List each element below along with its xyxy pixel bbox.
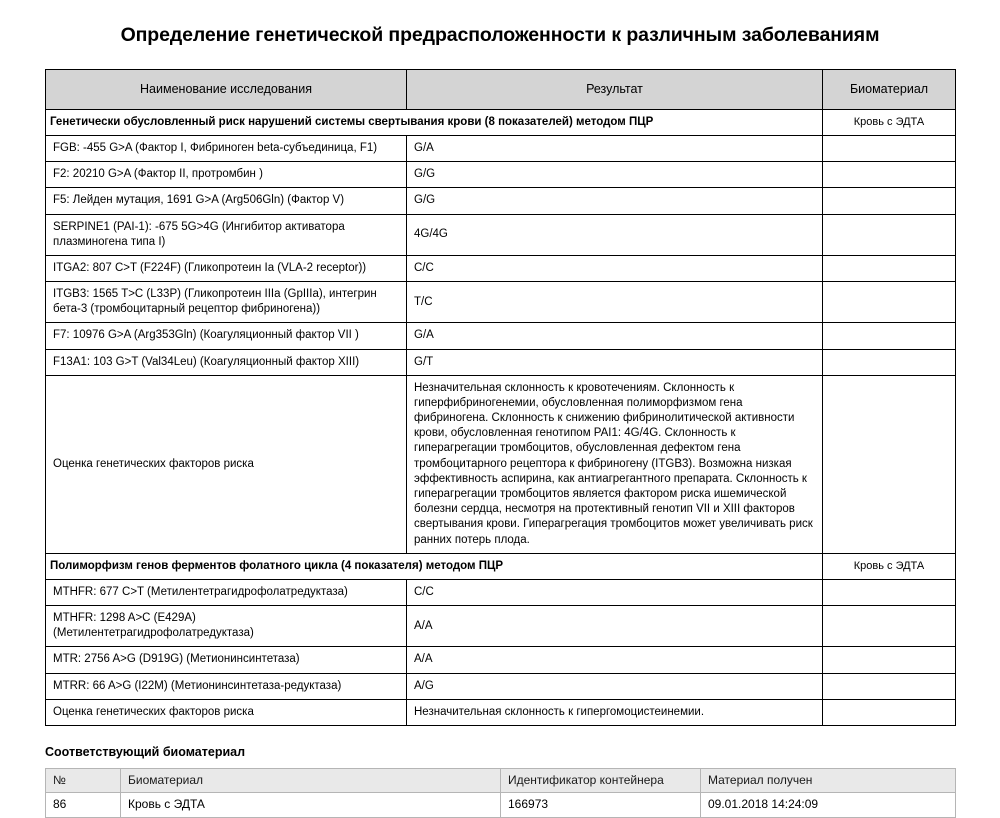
analyte-name: SERPINE1 (PAI-1): -675 5G>4G (Ингибитор активатора плазминогена типа I)	[46, 214, 407, 255]
risk-assessment-text: Незначительная склонность к кровотечениям. Склонность к гиперфибриногенемии, обусловленная полиморфизмом гена фибриногена. Склонность к снижению фибринолитической активности крови, обусловленная генотипом PAI1: 4G/4G. Склонность к гиперагрегации тромбоцитов, обусловленная дефектом гена тромбоцитарного рецептора к фибриногену (ITGB3). Возможна низкая эффективность аспирина, как антиагрегантного препарата. Склонность к гиперагрегации тромбоцитов является фактором риска ишемической болезни сердца, несмотря на протективный генотип VII и XIII факторов свертывания крови. Гиперагрегация тромбоцитов может увеличивать риск ранних потерь плода.	[407, 375, 823, 553]
risk-assessment-row	[46, 699, 956, 725]
biomaterial-cell	[823, 188, 956, 214]
section-header-row	[46, 553, 956, 579]
table-row	[46, 673, 956, 699]
genetic-results-table	[45, 69, 956, 725]
table-row	[46, 579, 956, 605]
analyte-value: 4G/4G	[407, 214, 823, 255]
table-row	[46, 188, 956, 214]
risk-assessment-text: Незначительная склонность к гипергомоцистеинемии.	[407, 699, 823, 725]
page-title: Определение генетической предрасположенности к различным заболеваниям	[120, 24, 880, 46]
analyte-value: G/G	[407, 188, 823, 214]
biomaterial-cell	[823, 349, 956, 375]
table-row	[46, 214, 956, 255]
analyte-value: C/C	[407, 255, 823, 281]
section-biomaterial: Кровь с ЭДТА	[823, 109, 956, 135]
analyte-value: A/A	[407, 606, 823, 647]
analyte-name: MTR: 2756 A>G (D919G) (Метионинсинтетаза)	[46, 647, 407, 673]
table-row	[46, 323, 956, 349]
column-header-result: Результат	[407, 70, 823, 110]
analyte-name: FGB: -455 G>A (Фактор I, Фибриноген beta-субъединица, F1)	[46, 136, 407, 162]
column-header-received: Материал получен	[701, 768, 956, 793]
biomaterial-cell	[823, 647, 956, 673]
biomaterial-material: Кровь с ЭДТА	[121, 793, 501, 818]
biomaterial-table-body	[46, 793, 956, 818]
results-table-header	[46, 70, 956, 110]
section-header-row	[46, 109, 956, 135]
analyte-name: ITGB3: 1565 T>C (L33P) (Гликопротеин IIIa (GpIIIa), интегрин бета-3 (тромбоцитарный рецептор фибриногена))	[46, 282, 407, 323]
section-biomaterial: Кровь с ЭДТА	[823, 553, 956, 579]
section-title: Генетически обусловленный риск нарушений системы свертывания крови (8 показателей) методом ПЦР	[46, 109, 823, 135]
analyte-value: T/C	[407, 282, 823, 323]
analyte-name: F7: 10976 G>A (Arg353Gln) (Коагуляционный фактор VII )	[46, 323, 407, 349]
analyte-name: F5: Лейден мутация, 1691 G>A (Arg506Gln) (Фактор V)	[46, 188, 407, 214]
analyte-name: ITGA2: 807 C>T (F224F) (Гликопротеин Ia (VLA-2 receptor))	[46, 255, 407, 281]
analyte-value: G/A	[407, 136, 823, 162]
column-header-material: Биоматериал	[121, 768, 501, 793]
table-row	[46, 793, 956, 818]
biomaterial-cell	[823, 255, 956, 281]
analyte-value: G/A	[407, 323, 823, 349]
biomaterial-cell	[823, 673, 956, 699]
risk-assessment-label: Оценка генетических факторов риска	[46, 699, 407, 725]
risk-assessment-label: Оценка генетических факторов риска	[46, 375, 407, 553]
analyte-value: A/A	[407, 647, 823, 673]
table-row	[46, 255, 956, 281]
table-row	[46, 136, 956, 162]
biomaterial-received: 09.01.2018 14:24:09	[701, 793, 956, 818]
analyte-value: G/T	[407, 349, 823, 375]
table-row	[46, 162, 956, 188]
analyte-value: C/C	[407, 579, 823, 605]
biomaterial-cell	[823, 136, 956, 162]
analyte-name: MTRR: 66 A>G (I22M) (Метионинсинтетаза-редуктаза)	[46, 673, 407, 699]
column-header-name: Наименование исследования	[46, 70, 407, 110]
section-title: Полиморфизм генов ферментов фолатного цикла (4 показателя) методом ПЦР	[46, 553, 823, 579]
table-row	[46, 349, 956, 375]
table-row	[46, 282, 956, 323]
biomaterial-number: 86	[46, 793, 121, 818]
analyte-name: MTHFR: 1298 A>C (E429A) (Метилентетрагидрофолатредуктаза)	[46, 606, 407, 647]
biomaterial-cell	[823, 579, 956, 605]
risk-assessment-row	[46, 375, 956, 553]
analyte-name: F13A1: 103 G>T (Val34Leu) (Коагуляционный фактор XIII)	[46, 349, 407, 375]
biomaterial-cell	[823, 375, 956, 553]
biomaterial-table	[45, 768, 956, 818]
results-table-body	[46, 109, 956, 725]
biomaterial-section-heading: Соответствующий биоматериал	[45, 744, 246, 759]
biomaterial-container-id: 166973	[501, 793, 701, 818]
biomaterial-cell	[823, 214, 956, 255]
table-header-row	[46, 768, 956, 793]
biomaterial-cell	[823, 606, 956, 647]
biomaterial-cell	[823, 323, 956, 349]
analyte-name: MTHFR: 677 C>T (Метилентетрагидрофолатредуктаза)	[46, 579, 407, 605]
biomaterial-table-header	[46, 768, 956, 793]
analyte-name: F2: 20210 G>A (Фактор II, протромбин )	[46, 162, 407, 188]
table-header-row	[46, 70, 956, 110]
table-row	[46, 647, 956, 673]
biomaterial-cell	[823, 699, 956, 725]
biomaterial-cell	[823, 282, 956, 323]
column-header-number: №	[46, 768, 121, 793]
table-row	[46, 606, 956, 647]
biomaterial-cell	[823, 162, 956, 188]
analyte-value: G/G	[407, 162, 823, 188]
column-header-container-id: Идентификатор контейнера	[501, 768, 701, 793]
analyte-value: A/G	[407, 673, 823, 699]
column-header-biomaterial: Биоматериал	[823, 70, 956, 110]
